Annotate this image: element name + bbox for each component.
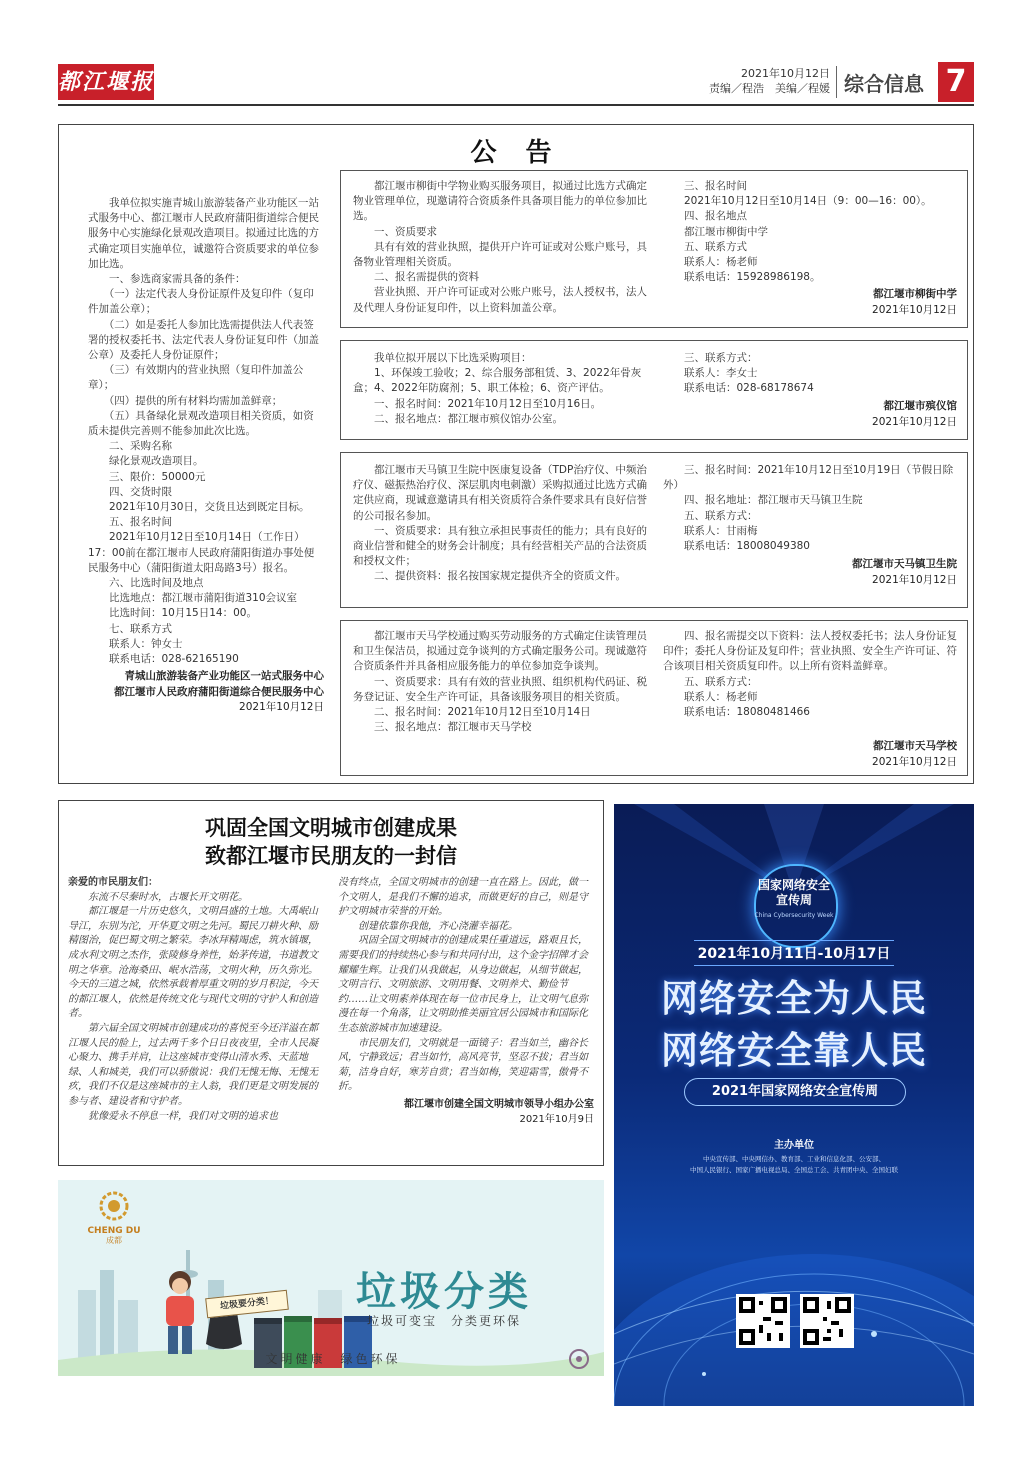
notice-box4-col2: 四、报名需提交以下资料：法人授权委托书；法人身份证复印件；委托人身份证及复印件；营业执照、安全生产许可证、符合该项目相关资质复印件。以上所有资料盖鲜章。 五、联系方式： 联系人：杨老师 联系电话：18080481466 bbox=[663, 630, 957, 719]
letter-col1-text: 东流不尽秦时水，古堰长开文明花。 都江堰是一片历史悠久，文明昌盛的土地。大禹岷山导江，东别为沱，开华夏文明之先河。蜀民刀耕火种、励精图治，促巴蜀文明之繁荣。李冰拜精竭虑，筑水镇堰，成水利文明之杰作，张陵修身养性，始茅传道，书道教文明之华章。沧海桑田、岷水浩荡，文明火种，历久弥光。今天的三道之城，依然承载着厚重文明的岁月积淀，今天的都江堰人，依然是传统文化与现代文明的守护人和创造者。 第六届全国文明城市创建成功的喜悦至今还洋溢在都江堰人民的脸上，过去两千多个日日夜夜里，全市人民凝心聚力、携手并肩，让这座城市变得山清水秀、天蓝地绿、人和城美，我们可以骄傲说：我们无愧无悔、无愧无疚，我们不仅是这座城市的主人翁，我们更是文明发展的参与者、建设者和守护者。 犹像爱永不停息一样，我们对文明的追求也 bbox=[68, 891, 318, 1122]
header-separator bbox=[836, 66, 837, 98]
header-rule bbox=[58, 104, 974, 106]
notice-box3-col1: 都江堰市天马镇卫生院中医康复设备（TDP治疗仪、中频治疗仪、磁振热治疗仪、深层肌肉电刺激）采购拟通过比选方式确定供应商，现诚意邀请具有相关资质符合条件要求具有良好信誉的公司报名参加。 一、资质要求：具有独立承担民事责任的能力；具有良好的商业信誉和健全的财务会计制度；具有经营相关产品的合法资质和授权文件； 二、提供资料：报名按国家规定提供齐全的资质文件。 bbox=[353, 464, 647, 583]
chengdu-logo bbox=[84, 1190, 144, 1246]
notice-title: 公 告 bbox=[470, 138, 562, 168]
badge-line-1: 国家网络安全 bbox=[757, 878, 830, 892]
notice-box1-sign: 都江堰市柳街中学 bbox=[873, 288, 957, 300]
garbage-ad-title: 垃圾分类 bbox=[356, 1269, 532, 1315]
sun-bird-icon bbox=[94, 1190, 134, 1222]
notice-box4-date: 2021年10月12日 bbox=[872, 756, 957, 768]
notice-left-text: 我单位拟实施青城山旅游装备产业功能区一站式服务中心、都江堰市人民政府蒲阳街道综合便民服务中心实施绿化景观改造项目。拟通过比选的方式确定项目实施单位，诚邀符合资质要求的单位参加比选。 一、参选商家需具备的条件： （一）法定代表人身份证原件及复印件（复印件加盖公章）； （二）如是委托人参加比选需提供法人代表签署的授权委托书、法定代表人身份证复印件（加盖公章）及委托人身份证原件； （三）有效期内的营业执照（复印件加盖公章）； （四）提供的所有材料均需加盖鲜章； （五）具备绿化景观改造项目相关资质，如资质未提供完善则不能参加此次比选。 二、采购名称 绿化景观改造项目。 三、限价：50000元 四、交货时限 2021年10月30日，交货且达到既定目标。 五、报名时间 2021年10月12日至10月14日（工作日）17：00前在都江堰市人民政府蒲阳街道办事处便民服务中心（蒲阳街道太阳岛路3号）报名。 六、比选时间及地点 比选地点：都江堰市蒲阳街道310会议室 比选时间：10月15日14：00。 七、联系方式 联系人：钟女士 联系电话：028-62165190 bbox=[88, 197, 319, 666]
editors: 责编／程浩 美编／程媛 bbox=[709, 82, 830, 95]
letter-col2-text: 没有终点，全国文明城市的创建一直在路上。因此，做一个文明人，是我们不懈的追求，而做更好的自己，则是守护文明城市荣誉的开始。 创建依靠你我他，齐心浇灌幸福花。 巩固全国文明城市的创建成果任重道远，路艰且长，需要我们的持续热心参与和共同付出，这个金字招牌才会耀耀生辉。让我们从我做起，从身边做起，从细节做起，文明言行、文明旅游、文明用餐、文明养犬、勤俭节约……让文明素养体现在每一位市民身上，让文明气息弥漫在每一个角落，让文明助推美丽宜居公园城市和国际化生态旅游城市加速建设。 市民朋友们，文明就是一面镜子：君当如兰，幽谷长风，宁静致远；君当如竹，高风亮节，坚忍不拔；君当如菊，洁身自好，寒芳自赏；君当如梅，笑迎霜雪，傲骨不折。 bbox=[338, 877, 588, 1093]
qr-code-1[interactable] bbox=[736, 1294, 790, 1348]
garbage-sorting-ad bbox=[58, 1180, 604, 1376]
badge-line-2: 宣传周 bbox=[775, 893, 812, 907]
week-badge-text bbox=[724, 878, 864, 923]
subtitle-pill: 2021年国家网络安全宣传周 bbox=[684, 1078, 906, 1106]
notice-box3-sign: 都江堰市天马镇卫生院 bbox=[852, 558, 957, 570]
notice-box2-sign: 都江堰市殡仪馆 bbox=[883, 400, 957, 412]
sponsor-line-2: 中国人民银行、国家广播电视总局、全国总工会、共青团中央、全国妇联 bbox=[690, 1166, 898, 1174]
newspaper-logo: 都江堰报 bbox=[58, 64, 154, 100]
sponsor-line-1: 中央宣传部、中央网信办、教育部、工业和信息化部、公安部、 bbox=[703, 1155, 885, 1163]
notice-box1-date: 2021年10月12日 bbox=[872, 304, 957, 316]
header-date-block bbox=[650, 66, 830, 96]
letter-title-line-2: 致都江堰市民朋友的一封信 bbox=[205, 843, 457, 868]
letter-title-line-1: 巩固全国文明城市创建成果 bbox=[205, 815, 457, 840]
chengdu-brand: CHENG DU bbox=[87, 1226, 141, 1236]
qr-code-2[interactable] bbox=[800, 1294, 854, 1348]
letter-salutation: 亲爱的市民朋友们： bbox=[68, 877, 158, 888]
sponsor-list bbox=[624, 1154, 964, 1176]
notice-box2-date: 2021年10月12日 bbox=[872, 416, 957, 428]
notice-box2-col1: 我单位拟开展以下比选采购项目： 1、环保竣工验收；2、综合服务部租赁、3、2022年骨灰盒；4、2022年防腐剂；5、职工体检；6、资产评估。 一、报名时间：2021年10月12日至10月16日。 二、报名地点：都江堰市殡仪馆办公室。 bbox=[353, 352, 642, 425]
qr-code-icon bbox=[803, 1297, 851, 1345]
notice-box2-col2: 三、联系方式： 联系人：李女士 联系电话：028-68178674 bbox=[683, 352, 814, 395]
notice-left-sign-1: 青城山旅游装备产业功能区一站式服务中心 bbox=[124, 670, 324, 683]
letter-column-1 bbox=[68, 876, 324, 1124]
page-number: 7 bbox=[938, 62, 974, 102]
notice-box4-sign: 都江堰市天马学校 bbox=[873, 740, 957, 752]
notice-box-funeral bbox=[340, 340, 968, 440]
notice-box1-col2: 三、报名时间 2021年10月12日至10月14日（9：00—16：00）。 四、报名地点 都江堰市柳街中学 五、联系方式 联系人：杨老师 联系电话：15928986198。 bbox=[683, 180, 932, 284]
chengdu-brand-cn: 成都 bbox=[106, 1236, 122, 1245]
banner-sign: 垃圾要分类！ bbox=[205, 1290, 289, 1318]
letter-sign: 都江堰市创建全国文明城市领导小组办公室 bbox=[404, 1098, 594, 1110]
notice-box1-col1: 都江堰市柳街中学物业购买服务项目，拟通过比选方式确定物业管理单位，现邀请符合资质条件具备项目能力的单位参加比选。 一、资质要求 具有有效的营业执照，提供开户许可证或对公账户账号，具备物业管理相关资质。 二、报名需提供的资料 营业执照、开户许可证或对公账户账号，法人授权书，法人及代理人身份证复印件，以上资料加盖公章。 bbox=[353, 180, 647, 314]
notice-box4-col1: 都江堰市天马学校通过购买劳动服务的方式确定住读管理员和卫生保洁员，拟通过竞争谈判的方式确定服务公司。现诚邀符合资质条件并具备相应服务能力的单位参加竞争谈判。 一、资质要求：具有有效的营业执照、组织机构代码证、税务登记证、安全生产许可证，具备该服务项目的相关资质。 二、报名时间：2021年10月12日至10月14日 三、报名地点：都江堰市天马学校 bbox=[353, 630, 647, 734]
notice-box3-date: 2021年10月12日 bbox=[872, 574, 957, 586]
child-figure-icon bbox=[152, 1268, 208, 1358]
notice-left-column bbox=[88, 196, 324, 715]
garbage-ad-slogan: 垃圾可变宝 分类更环保 bbox=[366, 1314, 521, 1328]
slogan-line-1: 网络安全为人民 bbox=[661, 977, 927, 1020]
badge-english: China Cybersecurity Week bbox=[754, 912, 834, 919]
notice-left-sign-2: 都江堰市人民政府蒲阳街道综合便民服务中心 bbox=[114, 685, 324, 698]
notice-left-date: 2021年10月12日 bbox=[239, 700, 324, 713]
qr-code-icon bbox=[739, 1297, 787, 1345]
letter-date: 2021年10月9日 bbox=[519, 1114, 594, 1126]
notice-box-liujie bbox=[340, 170, 968, 328]
sponsor-title: 主办单位 bbox=[774, 1140, 814, 1151]
digital-globe-icon bbox=[614, 1194, 974, 1406]
letter-title bbox=[58, 814, 604, 870]
week-dates: 2021年10月11日-10月17日 bbox=[694, 940, 894, 966]
civilization-emblem-icon bbox=[568, 1348, 590, 1370]
letter-column-2 bbox=[338, 876, 594, 1127]
issue-date: 2021年10月12日 bbox=[741, 67, 830, 80]
notice-box3-col2: 三、报名时间：2021年10月12日至10月19日（节假日除外） 四、报名地址：都江堰市天马镇卫生院 五、联系方式： 联系人：甘雨梅 联系电话：18008049380 bbox=[663, 464, 954, 553]
garbage-ad-footer: 文明健康 绿色环保 bbox=[265, 1352, 401, 1366]
section-title: 综合信息 bbox=[844, 72, 924, 96]
notice-box-tianma-school bbox=[340, 620, 968, 776]
slogan-line-2: 网络安全靠人民 bbox=[661, 1029, 927, 1072]
cybersecurity-week-ad bbox=[614, 804, 974, 1406]
notice-box-tianma-hospital bbox=[340, 452, 968, 608]
